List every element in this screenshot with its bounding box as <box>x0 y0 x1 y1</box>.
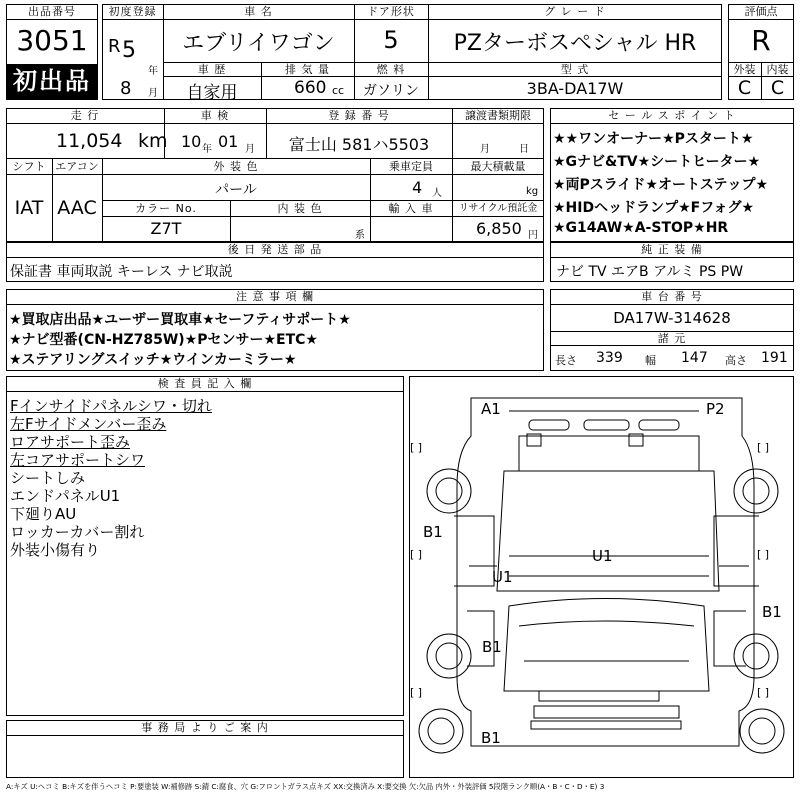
plate: 富士山 581ハ5503 <box>288 135 430 154</box>
shift-label: シフト <box>12 160 46 173</box>
interior-color-unit: 系 <box>355 230 365 241</box>
color-no-label: カラー No. <box>135 202 197 215</box>
model-label: 型 式 <box>560 63 590 76</box>
inspector-line: 下廻りAU <box>10 505 77 523</box>
recycle-amount: 6,850 <box>476 219 522 238</box>
inspection-month-unit: 月 <box>245 144 255 155</box>
mark-b1: B1 <box>481 729 501 747</box>
dims-label: 諸 元 <box>657 332 687 345</box>
inspection-year: 10 <box>181 132 202 151</box>
sales-point-line: ★G14AW★A-STOP★HR <box>553 220 729 236</box>
max-load-label: 最大積載量 <box>470 160 526 173</box>
interior-color-label: 内 装 色 <box>277 202 323 215</box>
era: R <box>108 36 121 57</box>
year-unit: 年 <box>148 66 158 77</box>
score: R <box>751 24 771 57</box>
first-reg-year: 5 <box>122 38 136 63</box>
inspector-line: ロッカーカバー割れ <box>10 523 145 541</box>
width: 147 <box>681 350 708 366</box>
mark-p2: P2 <box>706 400 725 418</box>
color: パール <box>215 182 257 198</box>
car-name-label: 車 名 <box>244 5 273 18</box>
exterior-label: 外装 <box>733 63 756 76</box>
grade: PZターボスペシャル HR <box>453 31 697 56</box>
model: 3BA-DA17W <box>526 79 624 98</box>
car-name: エブリイワゴン <box>182 31 335 56</box>
first-reg-month: 8 <box>120 78 132 99</box>
interior-label: 内装 <box>766 63 789 76</box>
mark-u1: U1 <box>592 547 613 565</box>
later-parts-label: 後 日 発 送 部 品 <box>227 243 323 256</box>
recycle-label: リサイクル預託金 <box>458 203 538 214</box>
max-load-unit: kg <box>526 186 539 197</box>
mileage-label: 走 行 <box>70 109 100 122</box>
color-label: 外 装 色 <box>213 160 259 173</box>
import-label: 輸 入 車 <box>388 202 434 215</box>
grade-label: グ レ ー ド <box>544 5 606 18</box>
score-label: 評価点 <box>744 5 778 18</box>
inspector-line: 外装小傷有り <box>10 541 101 559</box>
transfer-deadline-label: 譲渡書類期限 <box>465 109 531 122</box>
transfer-day-unit: 日 <box>519 144 529 155</box>
capacity-unit: 人 <box>432 188 442 199</box>
sales-point-line: ★両Pスライド★オートステップ★ <box>553 177 769 193</box>
height-label: 高さ <box>725 354 747 367</box>
sales-point-line: ★HIDヘッドランプ★Fフォグ★ <box>553 200 755 216</box>
interior-score: C <box>770 77 785 99</box>
first-reg-label: 初度登録 <box>108 5 157 18</box>
inspector-label: 検 査 員 記 入 欄 <box>157 377 253 390</box>
bracket-mark: [ ] <box>410 441 423 454</box>
note-line: ★買取店出品★ユーザー買取車★セーフティサポート★ <box>9 312 351 328</box>
sales-points-label: セ ー ル ス ポ イ ン ト <box>608 109 736 122</box>
capacity: 4 <box>412 178 423 197</box>
recycle-unit: 円 <box>528 230 538 241</box>
inspector-line: シートしみ <box>10 469 86 487</box>
mileage-unit: km <box>138 130 168 152</box>
car-diagram <box>409 376 794 778</box>
doors: 5 <box>383 26 399 54</box>
mark-b1: B1 <box>482 638 502 656</box>
fuel-label: 燃 料 <box>376 63 406 76</box>
aircon-label: エアコン <box>55 160 99 173</box>
bracket-mark: [ ] <box>410 686 423 699</box>
inspector-line: Fインサイドパネルシワ・切れ <box>10 397 212 415</box>
inspector-line: 左コアサポートシワ <box>10 451 146 469</box>
history: 自家用 <box>186 83 238 103</box>
capacity-label: 乗車定員 <box>389 160 433 173</box>
mark-u1: U1 <box>492 568 513 586</box>
inspection-year-unit: 年 <box>202 144 212 155</box>
displacement: 660 <box>294 78 327 98</box>
inspection-label: 車 検 <box>200 109 230 122</box>
office-label: 事 務 局 よ り ご 案 内 <box>141 721 269 734</box>
color-no: Z7T <box>150 219 182 238</box>
equipment-value: ナビ TV エアB アルミ PS PW <box>556 264 744 280</box>
sales-point-line: ★Gナビ&TV★シートヒーター★ <box>553 154 761 170</box>
length: 339 <box>596 350 623 366</box>
history-label: 車 歴 <box>197 63 227 76</box>
legend: A:キズ U:ヘコミ B:キズを伴うヘコミ P:要塗装 W:補修跡 S:錆 C:腐食、穴 G:フロントガラス点キズ XX:交換済み X:要交換 欠:欠品 内外・外装評価 5段階ランク順(A・B・C・D・E) 3 <box>6 782 605 791</box>
chassis-number: DA17W-314628 <box>613 309 731 327</box>
inspection-month: 01 <box>218 132 239 151</box>
aircon: AAC <box>57 197 97 219</box>
month-unit: 月 <box>148 88 158 99</box>
lot-number-label: 出品番号 <box>28 5 76 18</box>
mark-b1: B1 <box>423 523 443 541</box>
notes-label: 注 意 事 項 欄 <box>236 290 314 303</box>
equipment-label: 純 正 装 備 <box>641 243 703 256</box>
first-listing-badge: 初出品 <box>7 64 97 99</box>
inspector-line: ロアサポート歪み <box>10 433 131 451</box>
displacement-unit: cc <box>332 84 345 97</box>
bracket-mark: [ ] <box>757 548 770 561</box>
exterior-score: C <box>737 77 752 99</box>
bracket-mark: [ ] <box>410 548 423 561</box>
later-parts-value: 保証書 車両取説 キーレス ナビ取説 <box>10 264 233 280</box>
bracket-mark: [ ] <box>757 441 770 454</box>
mileage: 11,054 <box>56 130 123 152</box>
inspector-line: 左Fサイドメンバー歪み <box>10 415 167 433</box>
fuel: ガソリン <box>363 83 419 99</box>
height: 191 <box>761 350 788 366</box>
chassis-label: 車 台 番 号 <box>641 290 703 303</box>
lot-number: 3051 <box>16 24 88 57</box>
sales-point-line: ★★ワンオーナー★Pスタート★ <box>553 131 754 147</box>
transfer-month-unit: 月 <box>480 144 490 155</box>
mark-a1: A1 <box>481 400 501 418</box>
inspector-line: エンドパネルU1 <box>10 487 121 505</box>
plate-label: 登 録 番 号 <box>328 109 390 122</box>
note-line: ★ステアリングスイッチ★ウインカーミラー★ <box>9 352 297 368</box>
mark-b1: B1 <box>762 603 782 621</box>
displacement-label: 排 気 量 <box>285 63 330 76</box>
width-label: 幅 <box>645 354 656 367</box>
vehicle-details-box <box>6 108 544 242</box>
doors-label: ドア形状 <box>367 5 415 18</box>
shift: IAT <box>14 197 44 219</box>
note-line: ★ナビ型番(CN-HZ785W)★Pセンサー★ETC★ <box>9 332 318 348</box>
length-label: 長さ <box>555 354 577 367</box>
bracket-mark: [ ] <box>757 686 770 699</box>
